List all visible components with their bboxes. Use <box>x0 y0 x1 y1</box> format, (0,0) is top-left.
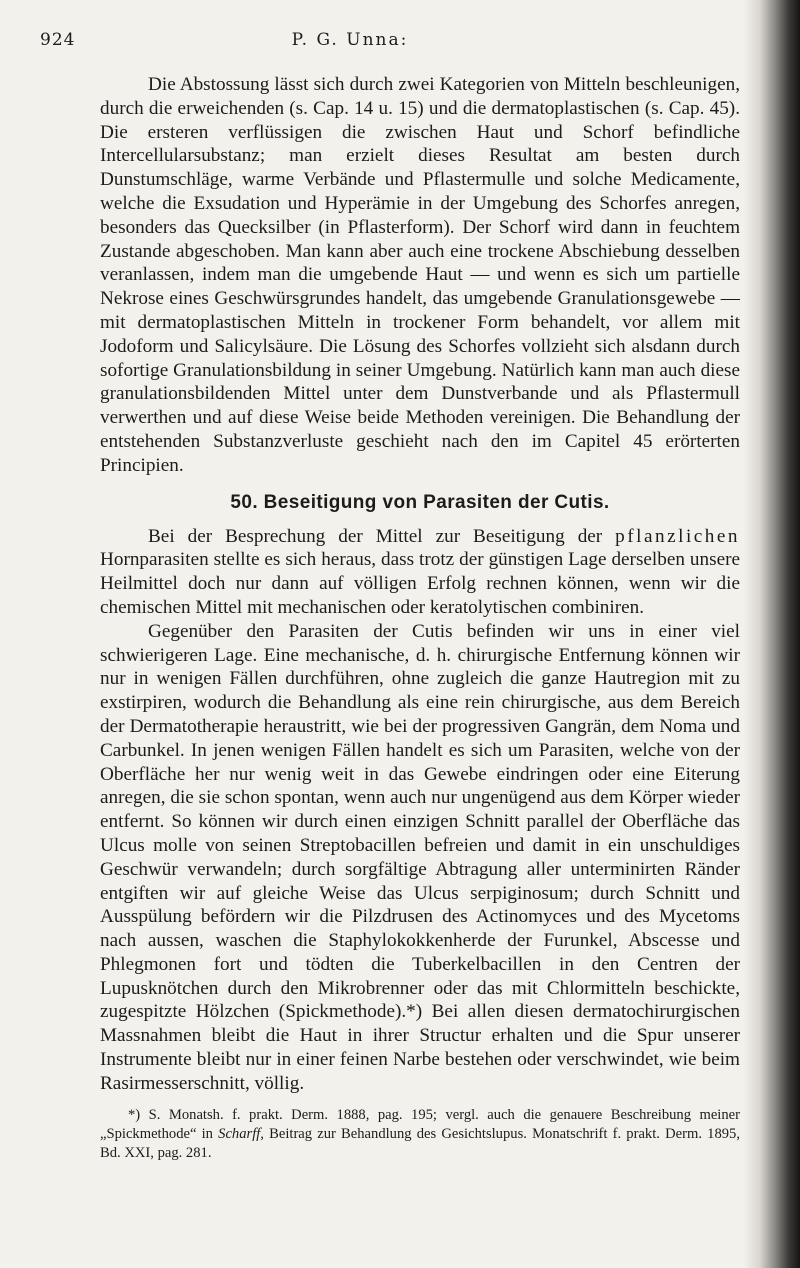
section-heading: 50. Beseitigung von Parasiten der Cutis. <box>230 491 610 513</box>
paragraph-besprechung-rest: Hornparasiten stellte es sich heraus, dass trotz der günstigen Lage derselben unsere Heilmittel doch nur dann auf völligen Erfolg rechnen können, wenn wir die chemischen Mittel mit mechanischen oder keratolytischen combiniren. <box>100 549 740 618</box>
footnote-author: Scharff, <box>218 1125 264 1142</box>
page-number: 924 <box>40 30 76 50</box>
paragraph-besprechung <box>100 525 740 620</box>
body-text <box>100 73 740 1163</box>
paragraph-abstossung: Die Abstossung lässt sich durch zwei Kategorien von Mitteln beschleunigen, durch die erweichenden (s. Cap. 14 u. 15) und die dermatoplastischen (s. Cap. 45). Die ersteren verflüssigen die zwischen Haut und Schorf befindliche Intercellularsubstanz; man erzielt dieses Resultat am besten durch Dunstumschläge, warme Verbände und Pflastermulle und solche Medicamente, welche die Exsudation und Hyperämie in der Umgebung des Schorfes anregen, besonders das Quecksilber (in Pflasterform). Der Schorf wird dann in feuchtem Zustande abgeschoben. Man kann aber auch eine trockene Abschiebung desselben veranlassen, indem man die umgebende Haut — und wenn es sich um partielle Nekrose eines Geschwürsgrundes handelt, das umgebende Granulationsgewebe — mit dermatoplastischen Mitteln in trockener Form behandelt, vor allem mit Jodoform und Salicylsäure. Die Lösung des Schorfes vollzieht sich alsdann durch sofortige Granulationsbildung in seiner Umgebung. Natürlich kann man auch diese granulationsbildenden Mittel unter dem Dunstverbande und als Pflastermull verwerthen und auf diese Weise beide Methoden vereinigen. Die Behandlung der entstehenden Substanzverluste geschieht nach den im Capitel 45 erörterten Principien. <box>100 74 740 476</box>
footnote <box>100 1106 740 1163</box>
emphasis-pflanzlichen: pflanzlichen <box>615 525 740 547</box>
paragraph-besprechung-start: Bei der Besprechung der Mittel zur Beseitigung der <box>148 525 616 547</box>
page-header <box>40 30 660 58</box>
running-title: P. G. Unna: <box>291 30 409 50</box>
paragraph-gegenueber: Gegenüber den Parasiten der Cutis befinden wir uns in einer viel schwierigeren Lage. Eine mechanische, d. h. chirurgische Entfernung können wir nur in wenigen Fällen durchführen, ohne zugleich die ganze Hautregion mit zu exstirpiren, wodurch die Behandlung als eine rein chirurgische, aus dem Bereich der Dermatotherapie heraustritt, wie bei der progressiven Gangrän, dem Noma und Carbunkel. In jenen wenigen Fällen handelt es sich um Parasiten, welche von der Oberfläche her nur wenig weit in das Gewebe eindringen oder eine Eiterung anregen, die sie schon spontan, wenn auch nur ungenügend aus dem Körper wieder entfernt. So können wir durch einen einzigen Schnitt parallel der Oberfläche das Ulcus molle von seinen Streptobacillen befreien und damit in ein unschuldiges Geschwür verwandeln; durch sorgfältige Abtragung aller unterminirten Ränder entgiften wir auf gleiche Weise das Ulcus serpiginosum; durch Schnitt und Ausspülung befördern wir die Pilzdrusen des Actinomyces und des Mycetoms nach aussen, waschen die Staphylokokkenherde der Furunkel, Abscesse und Phlegmonen fort und tödten die Tuberkelbacillen in den Centren der Lupusknötchen durch den Mikrobrenner oder das mit Chlormitteln beschickte, zugespitzte Hölzchen (Spickmethode).*) Bei allen diesen dermatochirurgischen Massnahmen bleibt die Haut in ihrer Structur erhalten und die Spur unserer Instrumente bleibt nur in einer feinen Narbe bestehen oder verschwindet, wie beim Rasirmesserschnitt, völlig. <box>100 620 740 1094</box>
footnote-start: *) S. Monatsh. f. prakt. Derm. 1888, pag. 195; vergl. auch die genauere Beschreibung meiner „Spickmethode“ in <box>100 1106 740 1142</box>
footnote-text <box>100 1106 740 1163</box>
page-edge-shadow <box>744 0 800 1268</box>
footnote-rest: Beitrag zur Behandlung des Gesichtslupus. Monatschrift f. prakt. Derm. 1895, Bd. XXI, pag. 281. <box>100 1125 740 1161</box>
